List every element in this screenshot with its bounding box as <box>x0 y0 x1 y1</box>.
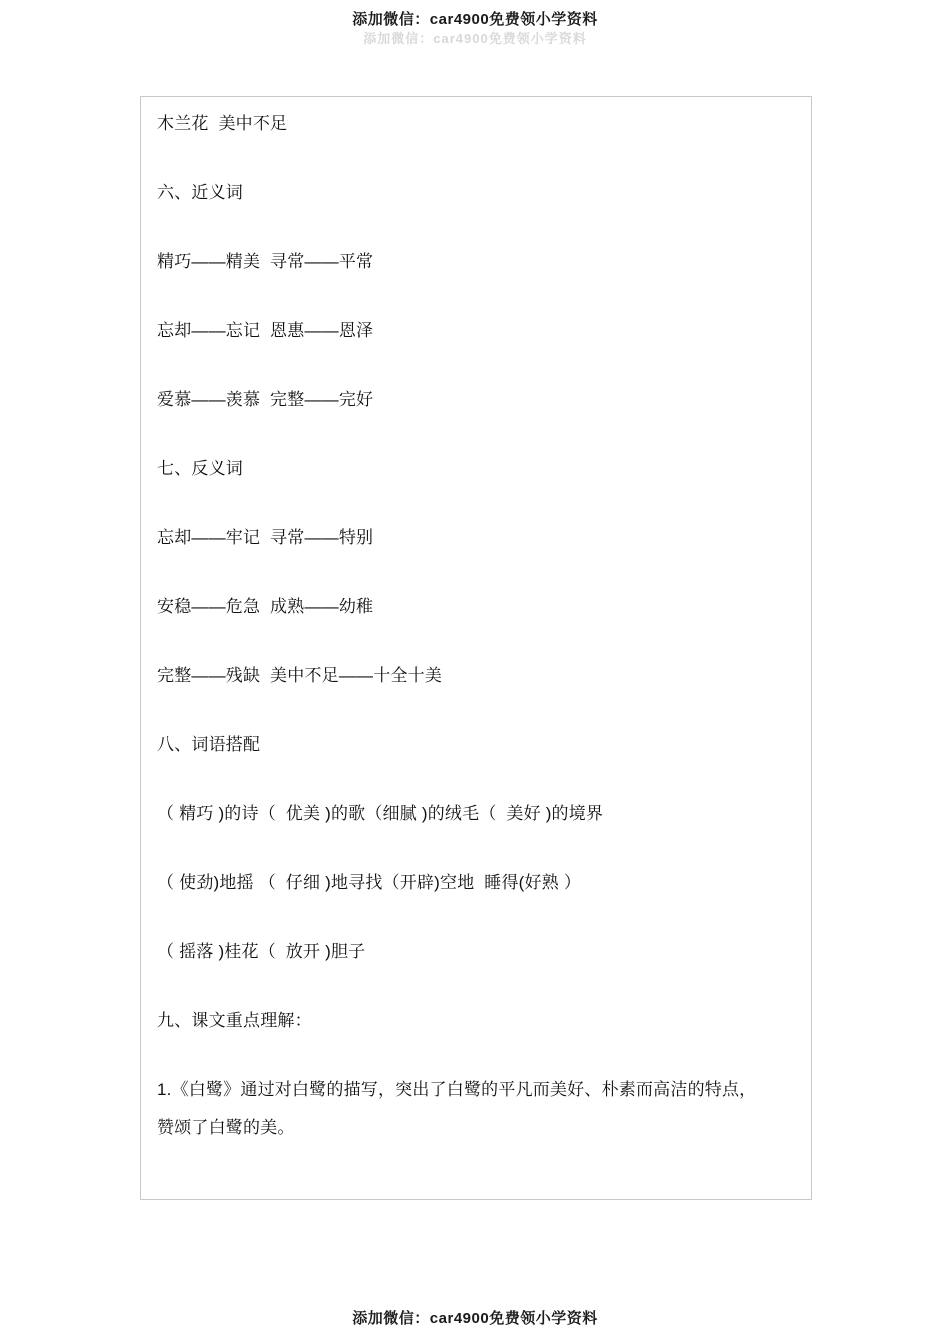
watermark-top: 添加微信：car4900免费领小学资料 <box>352 11 598 28</box>
document-line: 八、词语搭配 <box>157 735 261 754</box>
document-line: 九、课文重点理解： <box>157 1011 312 1030</box>
watermark-top-ghost: 添加微信：car4900免费领小学资料 <box>363 31 587 46</box>
document-line: 忘却——牢记 寻常——特别 <box>157 528 374 547</box>
document-content-frame <box>140 96 812 1200</box>
document-line: 七、反义词 <box>157 459 243 478</box>
document-line: 爱慕——羡慕 完整——完好 <box>157 390 374 409</box>
document-line: 安稳——危急 成熟——幼稚 <box>157 597 374 616</box>
document-line: （ 摇落 )桂花（ 放开 )胆子 <box>157 942 366 961</box>
document-line: 忘却——忘记 恩惠——恩泽 <box>157 321 374 340</box>
document-line: 赞颂了白鹭的美。 <box>157 1118 295 1137</box>
document-line: 1.《白鹭》通过对白鹭的描写，突出了白鹭的平凡而美好、朴素而高洁的特点， <box>157 1080 757 1099</box>
watermark-bottom: 添加微信：car4900免费领小学资料 <box>352 1310 598 1327</box>
document-line: 完整——残缺 美中不足——十全十美 <box>157 666 443 685</box>
document-line: 精巧——精美 寻常——平常 <box>157 252 374 271</box>
document-line: 木兰花 美中不足 <box>157 114 288 133</box>
document-line: （ 精巧 )的诗（ 优美 )的歌（细腻 )的绒毛（ 美好 )的境界 <box>157 804 604 823</box>
document-line: （ 使劲)地摇 （ 仔细 )地寻找（开辟)空地 睡得(好熟 ） <box>157 873 582 892</box>
document-line: 六、近义词 <box>157 183 243 202</box>
